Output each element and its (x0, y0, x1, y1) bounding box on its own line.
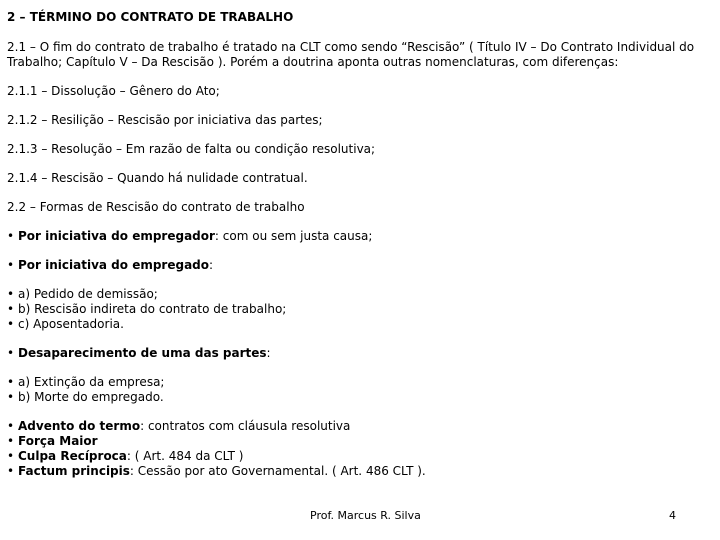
item-text: : com ou sem justa causa; (214, 229, 373, 243)
list-item: • c) Aposentadoria. (7, 317, 713, 332)
list-item-factum (7, 464, 713, 479)
list-item-forca-maior (7, 434, 713, 449)
slide-title: 2 – TÉRMINO DO CONTRATO DE TRABALHO (7, 10, 294, 24)
item-text: : contratos com cláusula resolutiva (140, 419, 351, 433)
list-final (7, 419, 713, 479)
bold-label: Advento do termo (18, 419, 141, 433)
list-item: • b) Rescisão indireta do contrato de trabalho; (7, 302, 713, 317)
list-item: • a) Extinção da empresa; (7, 375, 713, 390)
list-desaparecimento-options (7, 375, 713, 405)
list-empregador (7, 229, 713, 244)
item-dissolucao: 2.1.1 – Dissolução – Gênero do Ato; (7, 84, 220, 98)
list-item-empregador (7, 229, 713, 244)
item-text: : (266, 346, 271, 360)
list-empregado-header (7, 258, 713, 273)
item-rescisao: 2.1.4 – Rescisão – Quando há nulidade contratual. (7, 171, 308, 185)
slide-content (7, 10, 713, 493)
item-resolucao: 2.1.3 – Resolução – Em razão de falta ou condição resolutiva; (7, 142, 376, 156)
bold-label: Força Maior (18, 434, 98, 448)
list-desaparecimento-header (7, 346, 713, 361)
item-formas-rescisao: 2.2 – Formas de Rescisão do contrato de trabalho (7, 200, 305, 214)
bold-label: Factum principis (18, 464, 130, 478)
list-item-desaparecimento (7, 346, 713, 361)
bold-label: Por iniciativa do empregador (18, 229, 215, 243)
bold-label: Desaparecimento de uma das partes (18, 346, 267, 360)
bold-label: Por iniciativa do empregado (18, 258, 209, 272)
list-item: • b) Morte do empregado. (7, 390, 713, 405)
item-text: : Cessão por ato Governamental. ( Art. 486 CLT ). (129, 464, 426, 478)
list-item-advento (7, 419, 713, 434)
bold-label: Culpa Recíproca (18, 449, 127, 463)
list-empregado-options (7, 287, 713, 332)
item-text: : (209, 258, 214, 272)
item-text: : ( Art. 484 da CLT ) (126, 449, 244, 463)
list-item-culpa (7, 449, 713, 464)
intro-paragraph: 2.1 – O fim do contrato de trabalho é tratado na CLT como sendo “Rescisão” ( Título IV – Do Contrato Individual do Trabalho; Capítulo V – Da Rescisão ). Porém a doutrina aponta outras nomenclaturas, com diferenças: (7, 40, 695, 69)
list-item-empregado (7, 258, 713, 273)
page-number: 4 (669, 509, 676, 522)
item-resilicao: 2.1.2 – Resilição – Rescisão por iniciativa das partes; (7, 113, 323, 127)
footer-author: Prof. Marcus R. Silva (310, 509, 421, 522)
list-item: • a) Pedido de demissão; (7, 287, 713, 302)
